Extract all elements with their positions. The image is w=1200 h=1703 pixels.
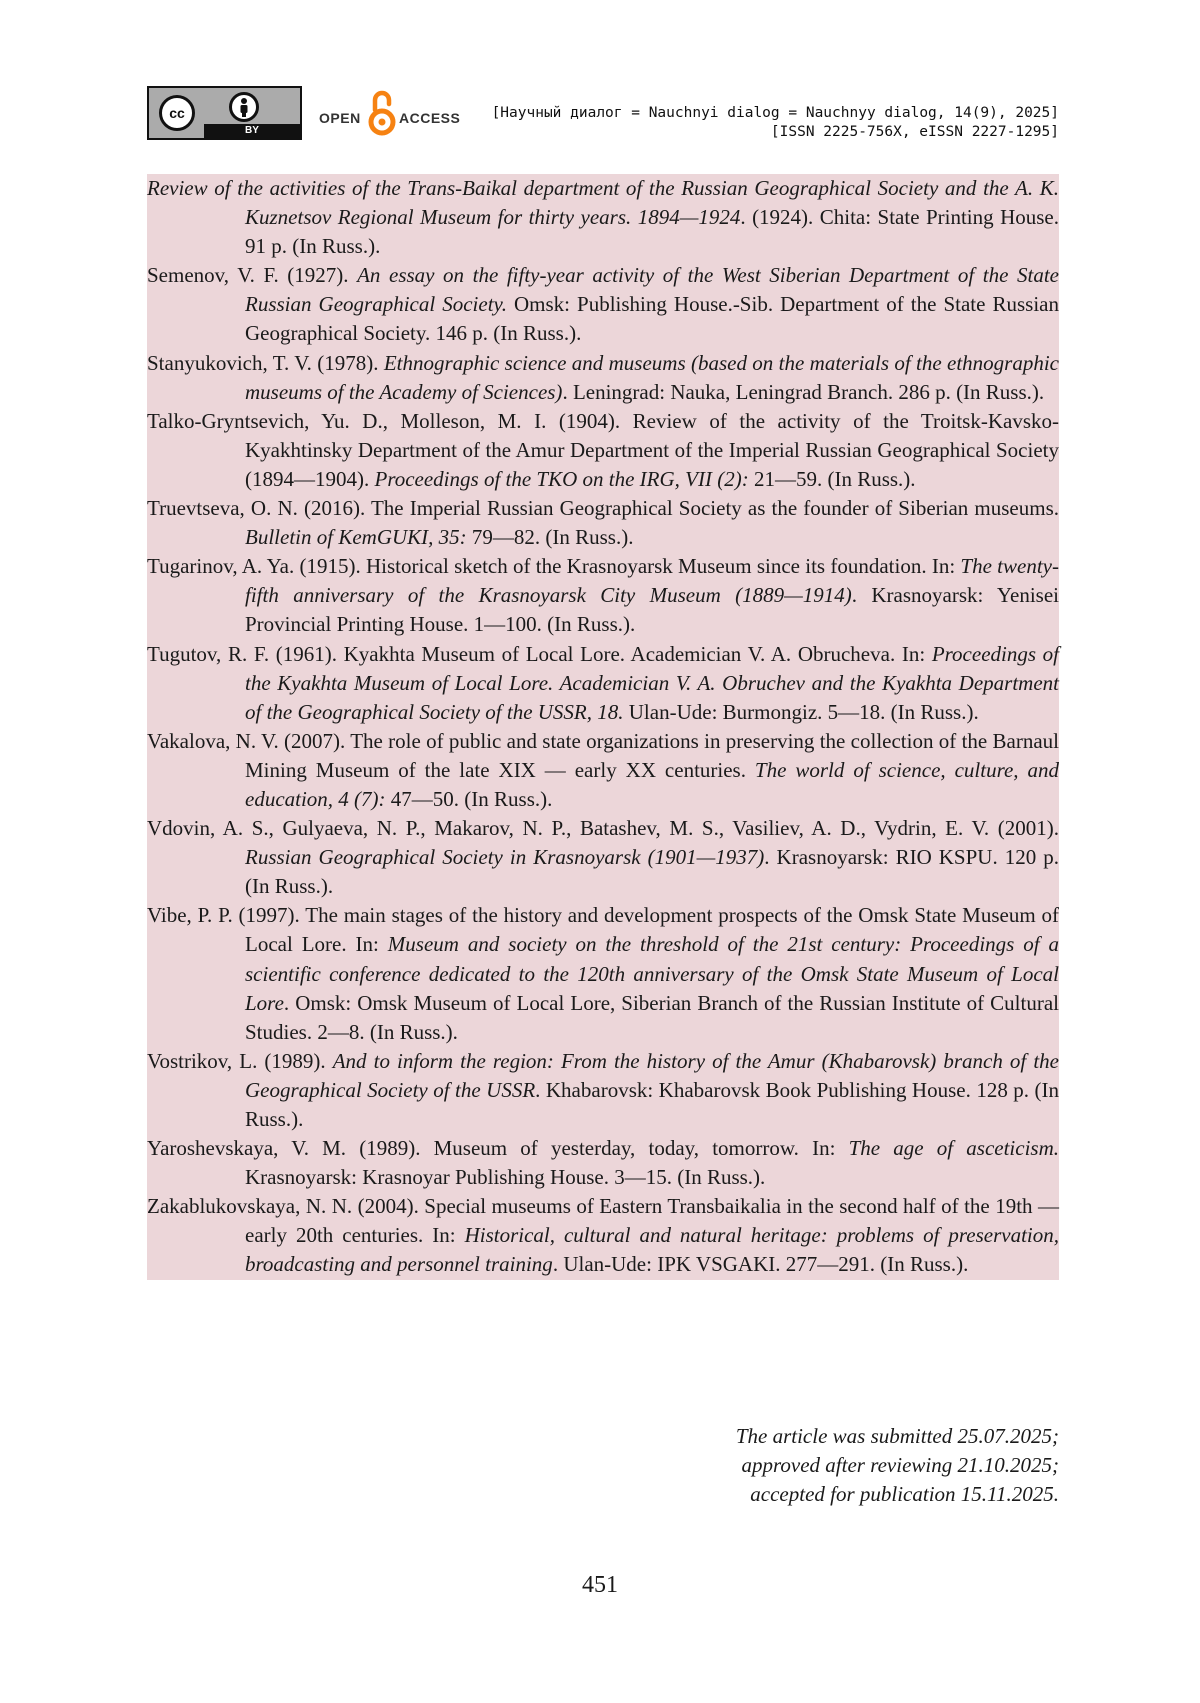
reference-item: Zakablukovskaya, N. N. (2004). Special museums of Eastern Transbaikalia in the second half of the 19th — early 20th centuries. In: Historical, cultural and natural heritage: problems of preservation, broadcasting and personnel training. Ulan-Ude: IPK VSGAKI. 277—291. (In Russ.). [147,1194,1059,1277]
reference-item: Semenov, V. F. (1927). An essay on the fifty-year activity of the West Siberian Department of the State Russian Geographical Society. Omsk: Publishing House.-Sib. Department of the State Russian Geographical Society. 146 p. (In Russ.). [147,263,1059,346]
reference-item: Stanyukovich, T. V. (1978). Ethnographic science and museums (based on the materials of the ethnographic museums of the Academy of Sciences). Leningrad: Nauka, Leningrad Branch. 286 p. (In Russ.). [147,350,1059,404]
journal-issn-line: [ISSN 2225-756X, eISSN 2227-1295] [770,124,1059,140]
creative-commons-icon: cc [159,95,195,131]
reference-item: Vostrikov, L. (1989). And to inform the region: From the history of the Amur (Khabarovsk) branch of the Geographical Society of the USSR. Khabarovsk: Khabarovsk Book Publishing House. 128 p. (In Russ.). [147,1048,1060,1131]
cc-by-license-badge[interactable] [147,86,302,140]
open-access-logo [319,88,459,140]
journal-title-line: [Научный диалог = Nauchnyi dialog = Nauchnyy dialog, 14(9), 2025] [491,105,1059,121]
reference-item: Vdovin, A. S., Gulyaeva, N. P., Makarov, N. P., Batashev, M. S., Vasiliev, A. D., Vydrin, E. V. (2001). Russian Geographical Society in Krasnoyarsk (1901—1937). Krasnoyarsk: RIO KSPU. 120 p. (In Russ.). [147,816,1060,899]
reference-item: Vibe, P. P. (1997). The main stages of the history and development prospects of the Omsk State Museum of Local Lore. In: Museum and society on the threshold of the 21st century: Proceedings of a scientific conference dedicated to the 120th anniversary of the Omsk State Museum of Local Lore. Omsk: Omsk Museum of Local Lore, Siberian Branch of the Russian Institute of Cultural Studies. 2—8. (In Russ.). [147,903,1059,1044]
reference-item: Yaroshevskaya, V. M. (1989). Museum of yesterday, today, tomorrow. In: The age of asceticism. Krasnoyarsk: Krasnoyar Publishing House. 3—15. (In Russ.). [147,1136,1059,1190]
page-number: 451 [582,1572,618,1598]
reference-item: Truevtseva, O. N. (2016). The Imperial Russian Geographical Society as the founder of Siberian museums. Bulletin of KemGUKI, 35: 79—82. (In Russ.). [147,496,1059,550]
attribution-person-icon [229,92,259,122]
approved-date: approved after reviewing 21.10.2025; [741,1453,1059,1477]
accepted-date: accepted for publication 15.11.2025. [750,1482,1059,1506]
page-header [147,86,1059,142]
submission-dates [736,1422,1059,1509]
reference-item: Talko-Gryntsevich, Yu. D., Molleson, M. I. (1904). Review of the activity of the Troitsk-Kavsko-Kyakhtinsky Department of the Amur Department of the Imperial Russian Geographical Society (1894—1904). Proceedings of the TKO on the IRG, VII (2): 21—59. (In Russ.). [147,408,1059,491]
reference-item: Tugutov, R. F. (1961). Kyakhta Museum of Local Lore. Academician V. A. Obrucheva. In: Proceedings of the Kyakhta Museum of Local Lore. Academician V. A. Obruchev and the Kyakhta Department of the Geographical Society of the USSR, 18. Ulan-Ude: Burmongiz. 5—18. (In Russ.). [147,641,1059,724]
open-access-access-label: ACCESS [399,110,461,126]
reference-item: Review of the activities of the Trans-Baikal department of the Russian Geographical Society and the A. K. Kuznetsov Regional Museum for thirty years. 1894—1924. (1924). Chita: State Printing House. 91 p. (In Russ.). [147,176,1059,259]
by-label: BY [204,124,300,138]
reference-list [147,174,1059,1280]
journal-citation-info [492,104,1059,142]
reference-item: Tugarinov, A. Ya. (1915). Historical sketch of the Krasnoyarsk Museum since its foundation. In: The twenty-fifth anniversary of the Krasnoyarsk City Museum (1889—1914). Krasnoyarsk: Yenisei Provincial Printing House. 1—100. (In Russ.). [147,554,1059,637]
open-access-lock-icon [367,88,397,140]
submitted-date: The article was submitted 25.07.2025; [735,1424,1059,1448]
open-access-open-label: OPEN [319,110,361,126]
reference-item: Vakalova, N. V. (2007). The role of public and state organizations in preserving the collection of the Barnaul Mining Museum of the late XIX — early XX centuries. The world of science, culture, and education, 4 (7): 47—50. (In Russ.). [147,728,1059,811]
